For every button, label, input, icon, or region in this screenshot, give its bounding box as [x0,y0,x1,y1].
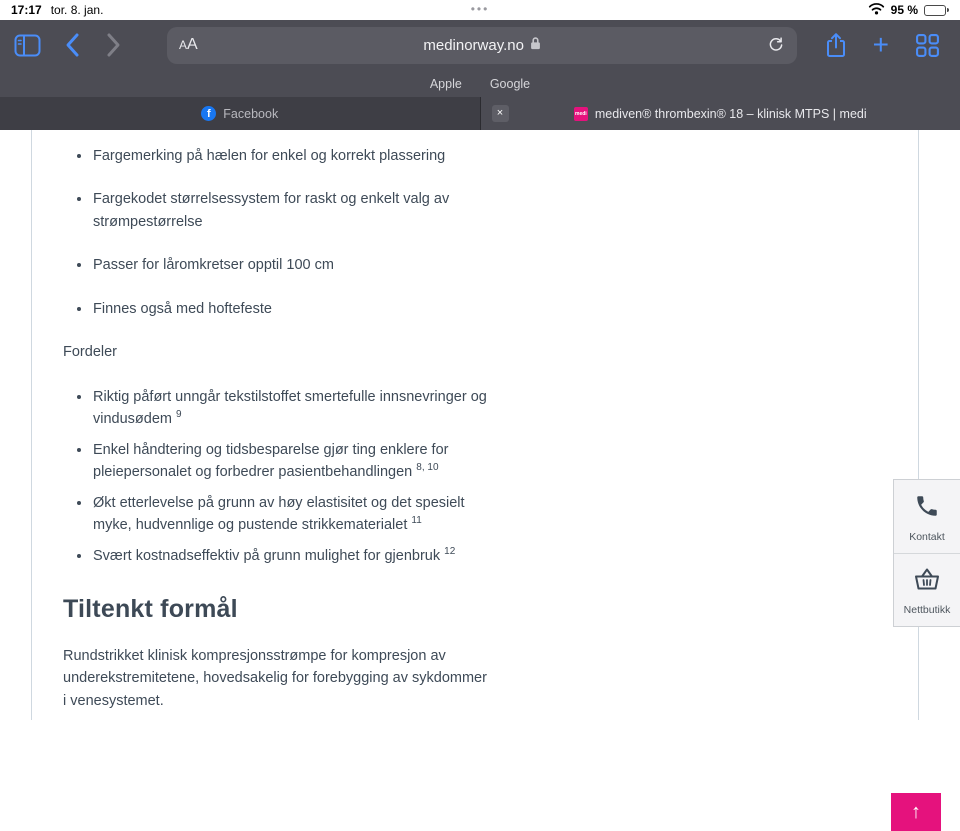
tab-mediven-active[interactable] [481,97,960,130]
list-item: • Finnes også med hoftefeste [92,298,495,320]
battery-percent: 95 % [891,3,918,17]
sidebar-toggle-button[interactable] [14,34,41,57]
section-paragraph: Rundstrikket klinisk kompresjonsstrømpe for kompresjon av underekstremitetene, hovedsakelig for forebygging av sykdommer i venesystemet. [63,645,493,712]
new-tab-button[interactable]: + [873,31,889,59]
lock-icon [530,36,541,54]
footnote-ref: 9 [176,409,182,420]
reload-button[interactable] [767,35,785,55]
footnote-ref: 8, 10 [416,462,438,473]
share-button[interactable] [825,32,847,59]
url-text-wrap [198,36,767,54]
list-item: • Økt etterlevelse på grunn av høy elastisitet og det spesielt myke, hudvennlige og pustende strikkematerialet $^{11}$ [92,492,495,537]
status-ellipsis: ••• [471,2,490,16]
forward-button[interactable] [103,31,123,59]
status-left [11,3,103,17]
tab-facebook-label: Facebook [223,107,278,121]
floating-side-panel [893,479,960,627]
contact-label: Kontakt [898,531,956,543]
wifi-icon [868,2,885,18]
list-item: • Fargekodet størrelsessystem for raskt og enkelt valg av strømpestørrelse [92,188,495,233]
medi-favicon: medi [574,107,588,121]
list-item: • Passer for låromkretser opptil 100 cm [92,254,495,276]
favorite-google[interactable]: Google [490,77,530,91]
toolbar-right-buttons [825,31,940,59]
favorites-bar [0,70,960,97]
shop-label: Nettbutikk [898,604,956,616]
tab-mediven-label: mediven® thrombexin® 18 – klinisk MTPS | medi [595,107,867,121]
list-item: • Enkel håndtering og tidsbesparelse gjør ting enklere for pleiepersonalet og forbedrer pasientbehandlingen $^{8, 10}$ [92,439,495,484]
address-bar[interactable] [167,27,797,64]
clock: 17:17 [11,3,42,17]
list-item: • Fargemerking på hælen for enkel og korrekt plassering [92,145,495,167]
close-tab-button[interactable]: × [492,105,509,122]
webpage-viewport [0,130,960,720]
scroll-to-top-button[interactable] [891,793,941,831]
basket-icon [913,579,941,596]
footnote-ref: 12 [444,546,455,557]
list-item: • Riktig påført unngår tekstilstoffet smertefulle innsnevringer og vindusødem $^9$ [92,386,495,431]
back-button[interactable] [63,31,83,59]
status-bar [0,0,960,20]
date: tor. 8. jan. [51,3,104,17]
status-right [868,2,949,18]
phone-icon [914,506,940,523]
footnote-ref: 11 [411,515,421,526]
benefits-list [63,386,495,567]
reader-view-button[interactable]: A A [179,36,198,54]
article-content [63,130,495,712]
section-heading: Tiltenkt formål [63,590,495,629]
benefits-subheading: Fordeler [63,341,495,363]
shop-button[interactable] [894,553,960,626]
tab-facebook[interactable] [0,97,481,130]
contact-button[interactable] [894,480,960,553]
feature-list [63,145,495,320]
facebook-icon: f [201,106,216,121]
url-text: medinorway.no [423,37,524,54]
favorite-apple[interactable]: Apple [430,77,462,91]
up-arrow-icon: ↑ [911,801,921,824]
list-item: • Svært kostnadseffektiv på grunn mulighet for gjenbruk $^{12}$ [92,545,495,567]
tab-overview-button[interactable] [915,33,940,58]
battery-icon [924,5,949,16]
browser-toolbar [0,20,960,70]
tab-bar [0,97,960,130]
